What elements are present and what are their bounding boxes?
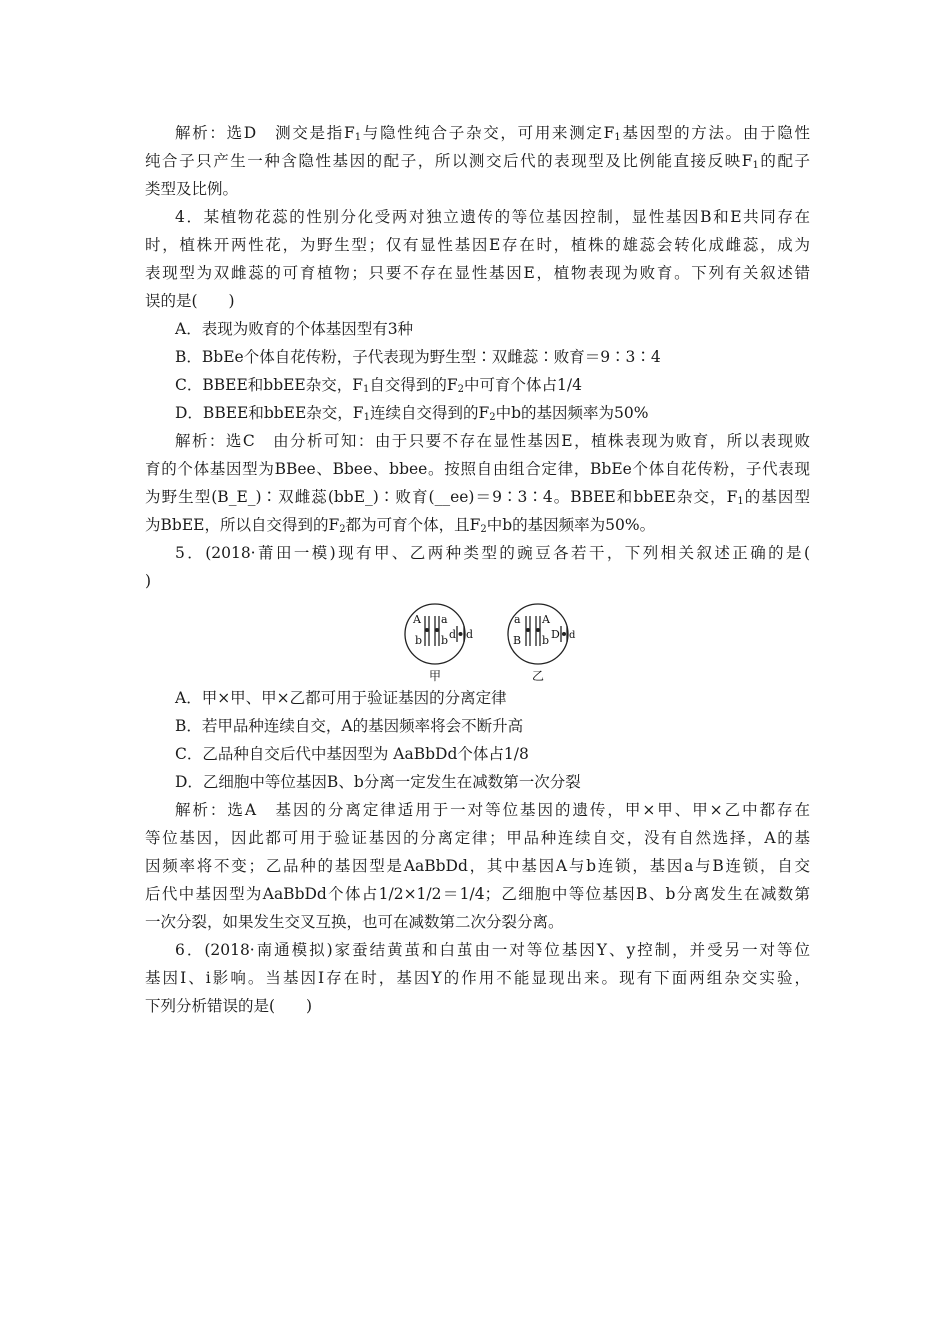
- explanation-5-line-5: 一次分裂，如果发生交叉互换，也可在减数第二次分裂分离。: [145, 913, 564, 931]
- explanation-5-line-2: 等位基因，因此都可用于验证基因的分离定律；甲品种连续自交，没有自然选择，A的基: [145, 829, 810, 847]
- explanation-5-line-4: 后代中基因型为AaBbDd个体占1/2×1/2＝1/4；乙细胞中等位基因B、b分离发生在减数第: [145, 885, 810, 903]
- gene-label-left-4: b: [441, 634, 449, 647]
- gene-label-left-2: a: [441, 613, 448, 626]
- explanation-4-line-4: 为BbEE，所以自交得到的$F_2$都为可育个体，且$F_2$中b的基因频率为50%。: [145, 516, 656, 535]
- explanation-5-line-1: 解析：选A 基因的分离定律适用于一对等位基因的遗传，甲×甲、甲×乙中都存在: [175, 801, 810, 819]
- explanation-3-line-2: 纯合子只产生一种含隐性基因的配子，所以测交后代的表现型及比例能直接反映$F_1$的配子: [145, 152, 810, 171]
- question-6-stem-line-3: 下列分析错误的是( ): [145, 997, 313, 1015]
- gene-label-right-3: B: [513, 634, 522, 647]
- question-4-stem-line-4: 误的是( ): [145, 292, 235, 310]
- gene-label-right-6: d: [569, 630, 576, 641]
- explanation-4-line-3: 为野生型(B_E_)∶双雌蕊(bbE_)∶败育(__ee)＝9∶3∶4。BBEE和bbEE杂交，$F_1$的基因型: [145, 488, 810, 507]
- gene-label-left-5: d: [449, 628, 457, 641]
- gene-label-right-2: A: [542, 613, 550, 626]
- cell-label-left: 甲: [429, 669, 442, 683]
- explanation-3-line-1: 解析：选D 测交是指$F_1$与隐性纯合子杂交，可用来测定$F_1$基因型的方法。由于隐性: [175, 124, 810, 143]
- question-5-option-a: A．甲×甲、甲×乙都可用于验证基因的分离定律: [175, 689, 507, 707]
- question-5-option-d: D．乙细胞中等位基因B、b分离一定发生在减数第一次分裂: [175, 773, 581, 791]
- question-5-option-b: B．若甲品种连续自交，A的基因频率将会不断升高: [175, 717, 524, 735]
- question-4-stem-line-3: 表现型为双雌蕊的可育植物；只要不存在显性基因E，植物表现为败育。下列有关叙述错: [145, 264, 810, 282]
- gene-label-left-3: b: [415, 634, 423, 647]
- question-4-option-b: B．BbEe个体自花传粉，子代表现为野生型∶双雌蕊∶败育＝9∶3∶4: [175, 348, 661, 366]
- question-6-stem-line-2: 基因I、i影响。当基因I存在时，基因Y的作用不能显现出来。现有下面两组杂交实验，: [145, 969, 810, 987]
- question-4-stem-line-2: 时，植株开两性花，为野生型；仅有显性基因E存在时，植株的雄蕊会转化成雌蕊，成为: [145, 236, 810, 254]
- question-4-option-a: A．表现为败育的个体基因型有3种: [175, 320, 414, 338]
- question-5-stem-line-1: 5．(2018·莆田一模)现有甲、乙两种类型的豌豆各若干，下列相关叙述正确的是(: [175, 544, 810, 562]
- explanation-4-line-1: 解析：选C 由分析可知：由于只要不存在显性基因E，植株表现为败育，所以表现败: [175, 432, 810, 450]
- gene-label-right-5: D: [551, 628, 560, 641]
- gene-label-right-4: b: [542, 634, 550, 647]
- question-5-stem-line-2: ): [145, 572, 152, 590]
- question-5-option-c: C．乙品种自交后代中基因型为 AaBbDd个体占1/8: [175, 745, 529, 763]
- question-4-option-c: C．BBEE和bbEE杂交，$F_1$自交得到的$F_2$中可育个体占1/4: [175, 376, 582, 395]
- gene-label-left-6: d: [466, 628, 474, 641]
- gene-label-left-1: A: [413, 613, 421, 626]
- cell-diagram-svg: [400, 596, 580, 686]
- question-4-stem-line-1: 4．某植物花蕊的性别分化受两对独立遗传的等位基因控制，显性基因B和E共同存在: [175, 208, 810, 226]
- explanation-5-line-3: 因频率将不变；乙品种的基因型是AaBbDd，其中基因A与b连锁，基因a与B连锁，自交: [145, 857, 810, 875]
- explanation-4-line-2: 育的个体基因型为BBee、Bbee、bbee。按照自由组合定律，BbEe个体自花传粉，子代表现: [145, 460, 810, 478]
- explanation-3-line-3: 类型及比例。: [145, 180, 239, 198]
- cell-diagram: [400, 596, 580, 686]
- cell-label-right: 乙: [532, 669, 545, 683]
- question-4-option-d: D．BBEE和bbEE杂交，$F_1$连续自交得到的$F_2$中b的基因频率为50%: [175, 404, 649, 423]
- gene-label-right-1: a: [514, 613, 521, 626]
- question-6-stem-line-1: 6．(2018·南通模拟)家蚕结黄茧和白茧由一对等位基因Y、y控制，并受另一对等位: [175, 941, 810, 959]
